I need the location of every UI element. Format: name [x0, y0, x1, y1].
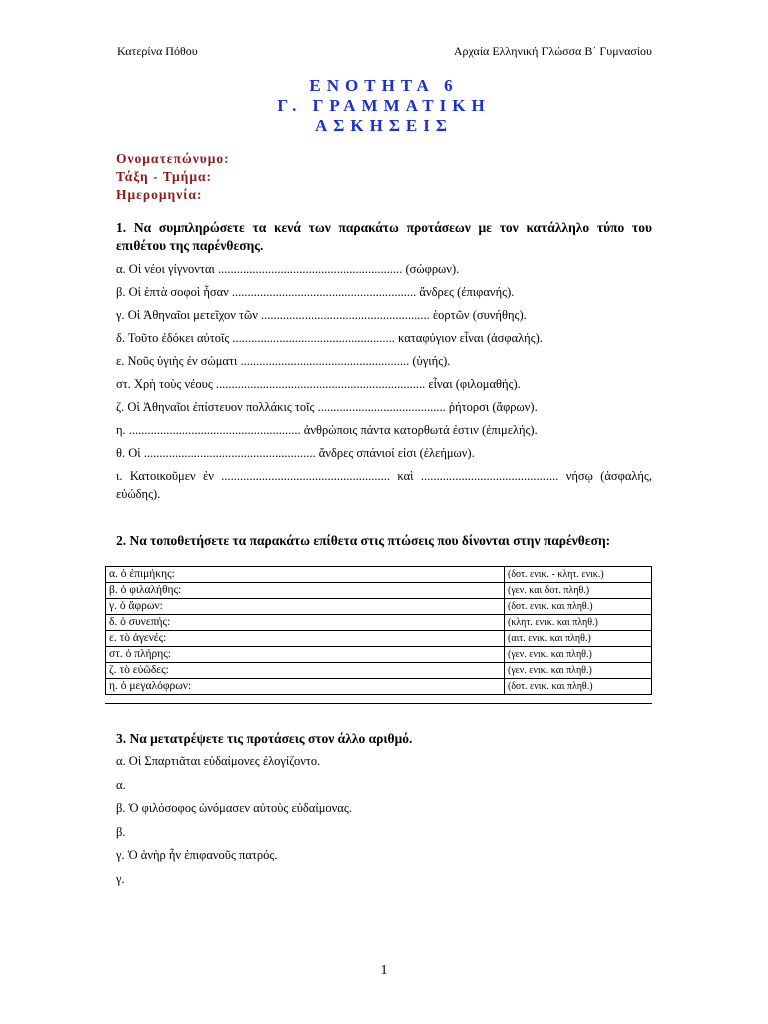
adjective-cell: στ. ὁ πλήρης: [106, 647, 505, 663]
q1-item: ι. Κατοικοῦμεν ἐν ...................................................... καὶ ............................................ νήσῳ (ἀσφαλής, εὐώδης). [116, 469, 652, 501]
title-exercises: ΑΣΚΗΣΕΙΣ [314, 116, 454, 135]
q1-item: δ. Τοῦτο ἐδόκει αὐτοῖς .................................................... καταφύγιον εἶναι (ἀσφαλής). [116, 331, 543, 345]
q3-answer-line: α. [116, 777, 126, 792]
adjective-cell: α. ὁ ἐπιμήκης: [106, 567, 505, 583]
q1-item: ζ. Οἱ Ἀθηναῖοι ἐπίστευον πολλάκις τοῖς ......................................... ῥήτορσι (ἄφρων). [116, 400, 538, 414]
adjective-cell: β. ὁ φιλαλήθης: [106, 583, 505, 599]
q1-item: η. ....................................................... ἀνθρώποις πάντα κατορθωτά ἐστιν (ἐπιμελής). [116, 423, 538, 437]
adjective-cell: η. ὁ μεγαλόφρων: [106, 679, 505, 695]
cases-cell: (δοτ. ενικ. - κλητ. ενικ.) [505, 567, 652, 583]
table-row [106, 583, 652, 599]
section-divider [105, 703, 652, 704]
table-row [106, 615, 652, 631]
table-row [106, 631, 652, 647]
q1-item: ε. Νοῦς ὑγιὴς ἐν σώματι ...................................................... (ὑγιής). [116, 354, 451, 368]
adjective-cell: ζ. τὸ εὐῶδες: [106, 663, 505, 679]
title-unit: ΕΝΟΤΗΤΑ 6 [309, 76, 459, 95]
field-name: Ονοματεπώνυμο: [116, 151, 230, 166]
q3-item: γ. Ὁ ἀνὴρ ἦν ἐπιφανοῦς πατρός. [116, 848, 278, 862]
question-3-number: 3. [116, 731, 127, 746]
q3-item: β. Ὁ φιλόσοφος ὠνόμασεν αὐτοὺς εὐδαίμονας. [116, 801, 352, 815]
student-fields [116, 150, 230, 204]
cases-cell: (κλητ. ενικ. και πληθ.) [505, 615, 652, 631]
adjective-cell: γ. ὁ ἄφρων: [106, 599, 505, 615]
cases-cell: (γεν. ενικ. και πληθ.) [505, 647, 652, 663]
question-2-text: Να τοποθετήσετε τα παρακάτω επίθετα στις πτώσεις που δίνονται στην παρένθεση: [129, 533, 611, 548]
q1-item: α. Οἱ νέοι γίγνονται ........................................................... (σώφρων). [116, 262, 460, 276]
table-row [106, 663, 652, 679]
question-1-items [116, 258, 652, 503]
table-row [106, 567, 652, 583]
q1-item: β. Οἱ ἑπτὰ σοφοὶ ἦσαν ........................................................... ἄνδρες (ἐπιφανής). [116, 285, 515, 299]
q3-answer-line: β. [116, 824, 126, 839]
page-number: 1 [380, 963, 388, 978]
q3-answer-line: γ. [116, 871, 125, 886]
question-3 [116, 730, 652, 748]
table-row [106, 647, 652, 663]
cases-cell: (δοτ. ενικ. και πληθ.) [505, 599, 652, 615]
q1-item: στ. Χρὴ τοὺς νέους ................................................................... εἶναι (φιλομαθής). [116, 377, 521, 391]
question-2-number: 2. [116, 533, 127, 548]
question-3-text: Να μετατρέψετε τις προτάσεις στον άλλο αριθμό. [129, 731, 413, 746]
question-1-text: Να συμπληρώσετε τα κενά των παρακάτω προτάσεων με τον κατάλληλο τύπο του επιθέτου της παρένθεσης. [116, 220, 652, 253]
table-row [106, 599, 652, 615]
question-2 [116, 532, 652, 550]
cases-cell: (γεν. ενικ. και πληθ.) [505, 663, 652, 679]
cases-table [105, 566, 652, 695]
header-author: Κατερίνα Πόθου [117, 44, 198, 58]
q1-item: θ. Οἱ ....................................................... ἄνδρες σπάνιοί εἰσι (ἐλεήμων). [116, 446, 475, 460]
header-course: Αρχαία Ελληνική Γλώσσα Β΄ Γυμνασίου [453, 44, 652, 58]
cases-cell: (γεν. και δοτ. πληθ.) [505, 583, 652, 599]
question-3-items [116, 750, 652, 891]
adjective-cell: ε. τὸ ἀγενές: [106, 631, 505, 647]
title-block [0, 76, 768, 136]
cases-cell: (δοτ. ενικ. και πληθ.) [505, 679, 652, 695]
cases-cell: (αιτ. ενικ. και πληθ.) [505, 631, 652, 647]
q3-item: α. Οἱ Σπαρτιᾶται εὐδαίμονες ἐλογίζοντο. [116, 754, 321, 768]
question-1-number: 1. [116, 220, 127, 235]
adjective-cell: δ. ὁ συνεπής: [106, 615, 505, 631]
q1-item: γ. Οἱ Ἀθηναῖοι μετεῖχον τῶν ...................................................... ἑορτῶν (συνήθης). [116, 308, 527, 322]
field-class: Τάξη - Τμήμα: [116, 169, 213, 184]
title-section: Γ. ΓΡΑΜΜΑΤΙΚΗ [277, 96, 491, 115]
table-row [106, 679, 652, 695]
question-1 [116, 219, 652, 255]
field-date: Ημερομηνία: [116, 187, 203, 202]
